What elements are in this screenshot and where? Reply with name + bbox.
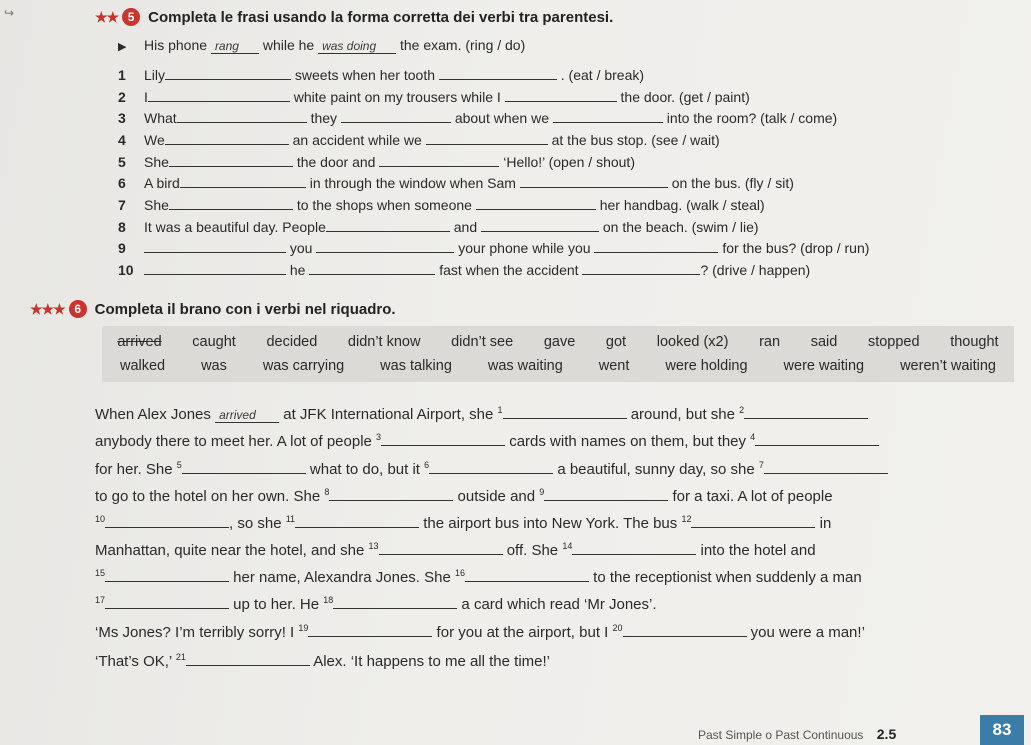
word-chip: was carrying [262,358,345,374]
answer-blank[interactable] [520,173,668,188]
exercise-item: 7 She to the shops when someone her handbag. (walk / steal) [118,197,765,213]
difficulty-stars: ★★★ [30,300,65,317]
word-chip: was [201,358,227,374]
answer-blank[interactable] [481,217,599,232]
answer-blank[interactable] [426,130,548,145]
word-box-row [102,358,1014,374]
answer-blank[interactable] [476,195,596,210]
exercise-number-badge: 5 [122,8,140,26]
word-chip: looked (x2) [656,334,729,350]
exercise-6-heading [30,300,396,318]
answer-blank[interactable] [582,260,700,275]
word-chip: caught [192,334,236,350]
answer-blank[interactable] [177,108,307,123]
word-chip: went [598,358,630,374]
exercise-title: Completa il brano con i verbi nel riquadro. [94,300,396,318]
word-chip: didn’t see [451,334,514,350]
word-chip: didn’t know [347,334,421,350]
exercise-item: 3 What they about when we into the room? (talk / come) [118,110,838,126]
answer-blank[interactable] [691,513,815,528]
answer-blank[interactable] [316,238,454,253]
answer-blank[interactable] [341,108,451,123]
passage-line: $^{10}$ , so she $^{11}$ the airport bus into New York. The bus $^{12}$ in [95,514,832,532]
passage-line: $^{17}$ up to her. He $^{18}$ a card which read ‘Mr Jones’. [95,595,657,613]
word-chip: were holding [665,358,748,374]
exercise-item: 4 We an accident while we at the bus stop. (see / wait) [118,132,720,148]
answer-blank[interactable] [295,513,419,528]
passage-line: anybody there to meet her. A lot of people $^3$ cards with names on them, but they $^4$ [95,431,879,451]
exercise-item: 6 A bird in through the window when Sam on the bus. (fly / sit) [118,175,794,191]
passage-line: Manhattan, quite near the hotel, and she $^{13}$ off. She $^{14}$ into the hotel and [95,541,816,559]
exercise-item: 8 It was a beautiful day. People and on the beach. (swim / lie) [118,219,759,235]
answer-blank[interactable] [439,65,557,80]
answer-blank[interactable] [429,459,553,474]
answer-blank[interactable] [505,87,617,102]
word-chip: stopped [867,334,920,350]
example-answer: was doing [318,39,396,54]
exercise-item: 1 Lily sweets when her tooth . (eat / break) [118,67,645,83]
answer-blank[interactable] [169,152,293,167]
answer-blank[interactable] [308,622,432,637]
word-chip: thought [950,334,999,350]
exercise-5-heading [95,8,613,26]
word-box-row [102,334,1014,350]
footer-label: Past Simple o Past Continuous [698,728,864,742]
answer-blank[interactable] [594,238,718,253]
answer-blank[interactable] [186,651,310,666]
exercise-item: 9 you your phone while you for the bus? (drop / run) [118,240,870,256]
example-sentence: ▶ His phone rang while he was doing the exam. (ring / do) [118,36,525,54]
answer-blank[interactable] [764,459,888,474]
triangle-bullet-icon: ▶ [118,41,127,53]
word-chip: decided [266,334,318,350]
answer-blank[interactable] [503,404,627,419]
passage-line: for her. She $^5$ what to do, but it $^6$ a beautiful, sunny day, so she $^7$ [95,459,888,479]
answer-blank[interactable] [105,513,229,528]
passage-line: ‘That’s OK,’ $^{21}$ Alex. ‘It happens to me all the time!’ [95,652,550,670]
answer-blank[interactable] [381,431,505,446]
exercise-item: 10 he fast when the accident ? (drive / happen) [118,262,811,278]
answer-blank[interactable] [553,108,663,123]
corner-arrow-icon: ↪ [4,6,15,20]
passage-line: $^{15}$ her name, Alexandra Jones. She $^{16}$ to the receptionist when suddenly a man [95,568,862,586]
answer-blank[interactable] [744,404,868,419]
passage-line: to go to the hotel on her own. She $^8$ outside and $^9$ for a taxi. A lot of people [95,487,833,505]
answer-blank[interactable] [333,594,457,609]
answer-blank[interactable] [329,486,453,501]
word-chip: arrived [117,334,162,350]
example-answer: arrived [215,408,279,423]
answer-blank[interactable] [144,260,286,275]
answer-blank[interactable] [572,540,696,555]
word-chip: gave [543,334,576,350]
passage-line: When Alex Jones arrived at JFK International Airport, she $^1$ around, but she $^2$ [95,404,868,424]
page-footer [698,726,896,742]
word-chip: ran [759,334,781,350]
answer-blank[interactable] [623,622,747,637]
word-chip: said [810,334,838,350]
answer-blank[interactable] [165,65,291,80]
answer-blank[interactable] [544,486,668,501]
exercise-item: 5 She the door and ‘Hello!’ (open / shout) [118,154,635,170]
answer-blank[interactable] [165,130,289,145]
answer-blank[interactable] [755,431,879,446]
answer-blank[interactable] [148,87,290,102]
word-chip: weren’t waiting [900,358,996,374]
exercise-title: Completa le frasi usando la forma corretta dei verbi tra parentesi. [148,8,614,26]
answer-blank[interactable] [465,567,589,582]
word-chip: were waiting [783,358,865,374]
exercise-item: 2 I white paint on my trousers while I the door. (get / paint) [118,89,750,105]
word-chip: was talking [380,358,452,374]
answer-blank[interactable] [105,594,229,609]
exercise-number-badge: 6 [69,300,87,318]
answer-blank[interactable] [379,152,499,167]
page-number: 83 [980,715,1024,745]
difficulty-stars: ★★ [95,8,119,25]
answer-blank[interactable] [326,217,450,232]
answer-blank[interactable] [144,238,286,253]
word-chip: was waiting [487,358,563,374]
footer-section: 2.5 [876,726,897,742]
answer-blank[interactable] [105,567,229,582]
answer-blank[interactable] [379,540,503,555]
word-chip: got [605,334,627,350]
passage-line: ‘Ms Jones? I’m terribly sorry! I $^{19}$ for you at the airport, but I $^{20}$ you were a man!’ [95,623,865,641]
example-answer: rang [211,39,259,54]
word-box [102,326,1014,382]
answer-blank[interactable] [182,459,306,474]
word-chip: walked [119,358,166,374]
answer-blank[interactable] [169,195,293,210]
answer-blank[interactable] [309,260,435,275]
answer-blank[interactable] [180,173,306,188]
